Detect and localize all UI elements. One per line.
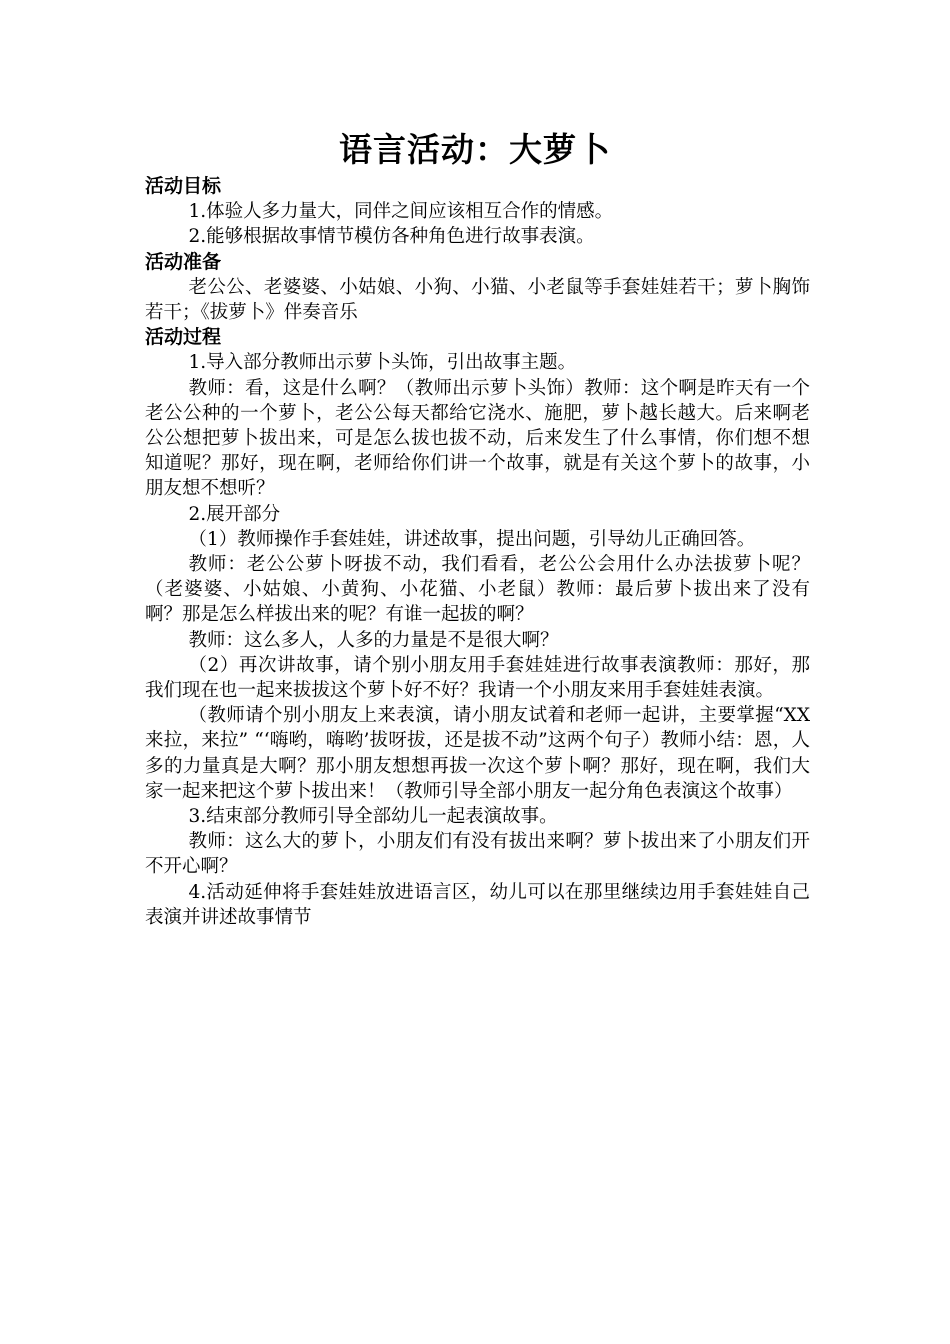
process-paragraph: 教师：老公公萝卜呀拔不动，我们看看，老公公会用什么办法拔萝卜呢？（老婆婆、小姑娘、小黄狗、小花猫、小老鼠）教师：最后萝卜拔出来了没有啊？那是怎么样拔出来的呢？有谁一起拔的啊？ — [145, 554, 810, 626]
section-heading-goals: 活动目标 — [145, 175, 222, 197]
process-paragraph: 教师：这么大的萝卜，小朋友们有没有拔出来啊？萝卜拔出来了小朋友们开不开心啊？ — [145, 831, 810, 878]
document-title: 语言活动：大萝卜 — [339, 130, 611, 169]
process-paragraph: 2.展开部分 — [188, 503, 281, 525]
goal-paragraph: 1.体验人多力量大，同伴之间应该相互合作的情感。 — [188, 201, 614, 223]
process-paragraph: （1）教师操作手套娃娃，讲述故事，提出问题，引导幼儿正确回答。 — [188, 528, 756, 550]
process-paragraph: 3.结束部分教师引导全部幼儿一起表演故事。 — [188, 806, 558, 828]
goal-paragraph: 2.能够根据故事情节模仿各种角色进行故事表演。 — [188, 226, 595, 248]
section-heading-process: 活动过程 — [145, 326, 222, 349]
process-paragraph: 1.导入部分教师出示萝卜头饰，引出故事主题。 — [188, 352, 577, 374]
process-paragraph: （教师请个别小朋友上来表演，请小朋友试着和老师一起讲，主要掌握“XX来拉，来拉” “‘嗨哟，嗨哟’拔呀拔，还是拔不动”这两个句子）教师小结：恩，人多的力量真是大啊？那小朋友想想再拔一次这个萝卜啊？那好，现在啊，我们大家一起来把这个萝卜拔出来！（教师引导全部小朋友一起分角色表演这个故事） — [145, 705, 810, 802]
process-paragraph: 4.活动延伸将手套娃娃放进语言区，幼儿可以在那里继续边用手套娃娃自己表演并讲述故事情节 — [145, 881, 810, 928]
process-paragraph: （2）再次讲故事，请个别小朋友用手套娃娃进行故事表演教师：那好，那我们现在也一起来拔拔这个萝卜好不好？我请一个小朋友来用手套娃娃表演。 — [145, 654, 810, 702]
document-body — [145, 174, 810, 930]
preparation-paragraph: 老公公、老婆婆、小姑娘、小狗、小猫、小老鼠等手套娃娃若干；萝卜胸饰若干；《拔萝卜》伴奏音乐 — [145, 276, 810, 324]
section-heading-preparation: 活动准备 — [145, 250, 222, 273]
process-paragraph: 教师：这么多人，人多的力量是不是很大啊？ — [188, 629, 559, 651]
process-paragraph: 教师：看，这是什么啊？（教师出示萝卜头饰）教师：这个啊是昨天有一个老公公种的一个萝卜，老公公每天都给它浇水、施肥，萝卜越长越大。后来啊老公公想把萝卜拔出来，可是怎么拔也拔不动，后来发生了什么事情，你们想不想知道呢？那好，现在啊，老师给你们讲一个故事，就是有关这个萝卜的故事，小朋友想不想听？ — [145, 377, 810, 500]
